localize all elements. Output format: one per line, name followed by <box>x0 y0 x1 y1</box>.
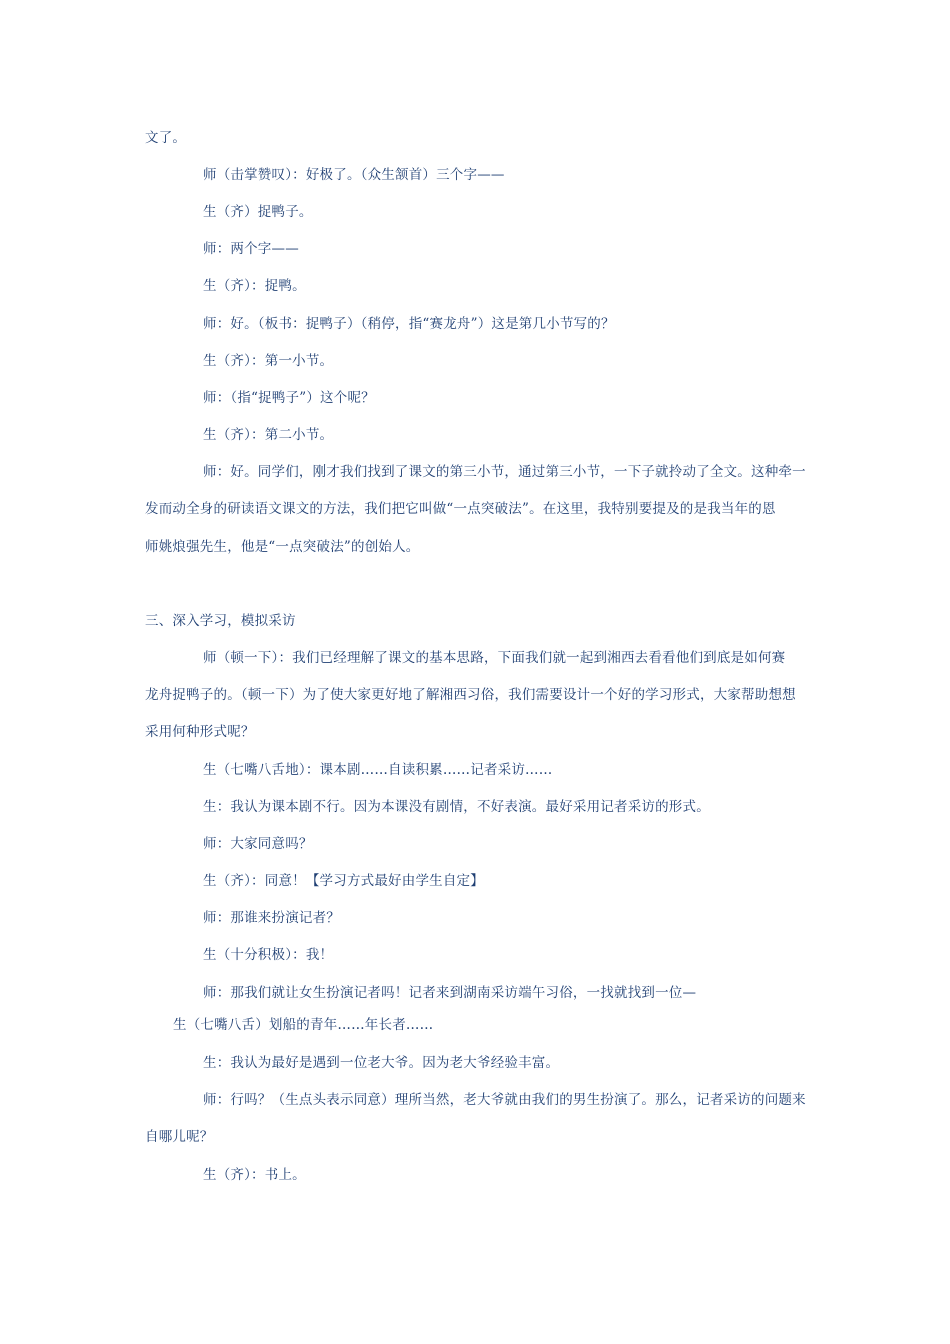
text-line: 龙舟捉鸭子的。（顿一下）为了使大家更好地了解湘西习俗，我们需要设计一个好的学习形式，大家帮助想想 <box>145 687 796 703</box>
text-line: 发而动全身的研读语文课文的方法，我们把它叫做“一点突破法”。在这里，我特别要提及的是我当年的恩 <box>145 501 776 517</box>
section-heading: 三、深入学习，模拟采访 <box>145 613 296 629</box>
text-line: 师：（指“捉鸭子”）这个呢？ <box>203 390 375 406</box>
text-line: 生（齐）捉鸭子。 <box>203 204 313 220</box>
text-line: 生（齐）：书上。 <box>203 1167 306 1183</box>
text-line: 生（齐）：同意！【学习方式最好由学生自定】 <box>203 873 484 889</box>
text-line: 生（七嘴八舌地）：课本剧……自读积累……记者采访…… <box>203 762 553 778</box>
text-line: 师：大家同意吗？ <box>203 836 313 852</box>
text-line: 师姚烺强先生，他是“一点突破法”的创始人。 <box>145 539 420 555</box>
text-line: 师：两个字—— <box>203 241 299 257</box>
text-line: 生：我认为课本剧不行。因为本课没有剧情，不好表演。最好采用记者采访的形式。 <box>203 799 710 815</box>
text-line: 采用何种形式呢？ <box>145 724 255 740</box>
text-line: 自哪儿呢？ <box>145 1129 214 1145</box>
text-line: 师：好。同学们，刚才我们找到了课文的第三小节，通过第三小节，一下子就拎动了全文。这种牵一 <box>203 464 806 480</box>
text-line: 生：我认为最好是遇到一位老大爷。因为老大爷经验丰富。 <box>203 1055 560 1071</box>
text-line: 生（七嘴八舌）划船的青年……年长者…… <box>173 1017 434 1033</box>
text-line: 文了。 <box>145 130 187 146</box>
text-line: 生（齐）：第一小节。 <box>203 353 334 369</box>
text-line: 师：行吗？（生点头表示同意）理所当然，老大爷就由我们的男生扮演了。那么，记者采访的问题来 <box>203 1092 806 1108</box>
text-line: 师：好。（板书：捉鸭子）（稍停，指“赛龙舟”）这是第几小节写的？ <box>203 316 615 332</box>
text-line: 师（击掌赞叹）：好极了。（众生颔首）三个字—— <box>203 167 505 183</box>
text-line: 生（齐）：第二小节。 <box>203 427 334 443</box>
text-line: 师（顿一下）：我们已经理解了课文的基本思路，下面我们就一起到湘西去看看他们到底是如何赛 <box>203 650 786 666</box>
text-line: 生（十分积极）：我！ <box>203 947 334 963</box>
text-line: 生（齐）：捉鸭。 <box>203 278 306 294</box>
text-line: 师：那我们就让女生扮演记者吗！记者来到湖南采访端午习俗，一找就找到一位— <box>203 985 697 1001</box>
text-line: 师：那谁来扮演记者？ <box>203 910 340 926</box>
